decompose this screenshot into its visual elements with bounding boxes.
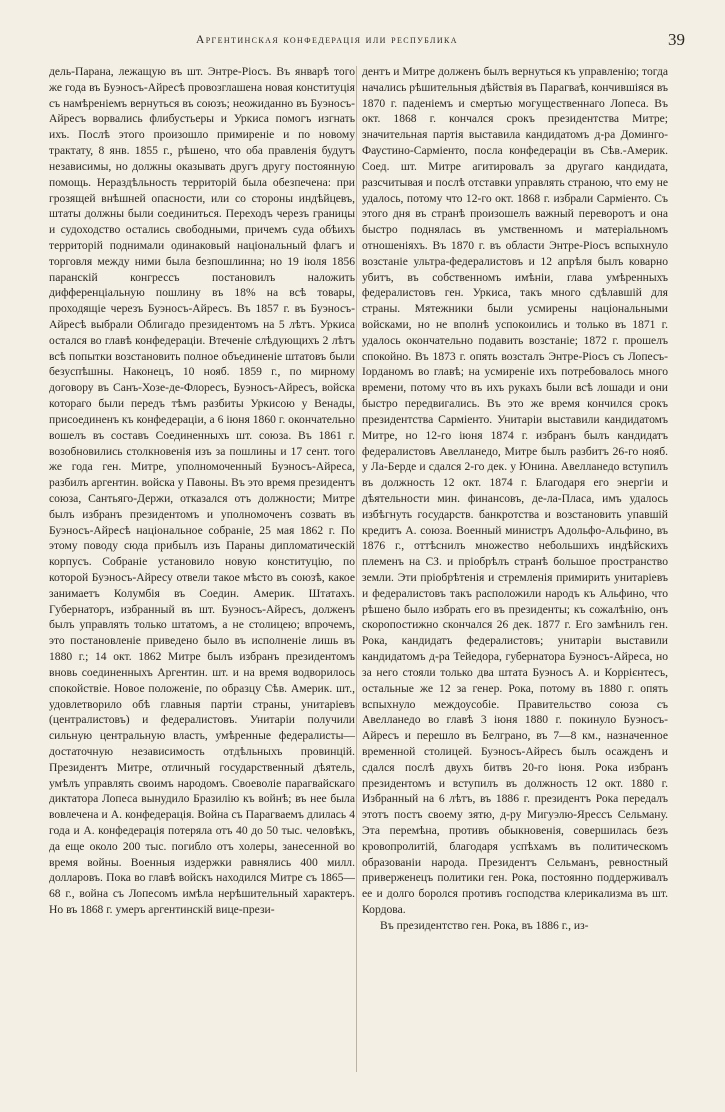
running-title: Аргентинская конфедерація или республика	[196, 34, 458, 46]
page-number: 39	[668, 30, 685, 49]
right-column-paragraph-1: дентъ и Митре долженъ былъ вернуться къ управленію; тогда начались рѣшительныя дѣйствія въ Парагваѣ, кончившіяся въ 1870 г. паденіемъ и смертью могущественнаго Лопеса. Въ окт. 1868 г. кончался срокъ президентства Митре; значительная партія выставила кандидатомъ д-ра Доминго-Фаустино-Сарміенто, посла конфедераціи въ Сѣв.-Америк. Соед. шт. Митре агитировалъ за другаго кандидата, разсчитывая и послѣ отставки управлять страною, что ему не удалось, потому что 12-го окт. 1868 г. избрали Сарміенто. Съ этого дня въ странѣ произошелъ важный переворотъ и она быстро поднялась въ умственномъ и матеріальномъ отношеніяхъ. Въ 1870 г. въ области Энтре-Ріосъ вспыхнуло возстаніе ультра-федералистовъ и 12 апрѣля былъ коварно убитъ, въ собственномъ имѣніи, глава умѣренныхъ федералистовъ ген. Уркиса, такъ много сдѣлавшій для страны. Мятежники были усмирены національными войсками, но не вполнѣ успокоились и только въ 1871 г. удалось окончательно подавить возстаніе; 1872 г. прошелъ спокойно. Въ 1873 г. опять возсталъ Энтре-Ріосъ съ Лопесъ-Іорданомъ во главѣ; на усмиреніе ихъ потребовалось много времени, потому что въ ихъ рукахъ были всѣ лошади и они быстро передвигались. Въ это же время кончился срокъ президентства Сарміенто. Унитаріи выставили кандидатомъ Митре, но 12-го іюня 1874 г. избранъ былъ кандидатъ федералистовъ Авелланедо, Митре былъ разбитъ 26-го нояб. у Ла-Берде и сдался 2-го дек. у Юнина. Авелланедо вступилъ въ должность 12 окт. 1874 г. Благодаря его энергіи и дѣятельности мин. финансовъ, де-ла-Пласа, имъ удалось избѣгнуть государств. банкротства и возстановить упавшій кредитъ А. союза. Военный министръ Адольфо-Альфино, въ 1876 г., оттѣснилъ множество небольшихъ индѣйскихъ племенъ на СЗ. и пріобрѣлъ странѣ большое пространство земли. Эти пріобрѣтенія и стремленія примирить унитаріевъ и федералистовъ такъ расположили народъ къ Альфино, что рѣшено было избрать его въ президенты; къ сожалѣнію, онъ скоропостижно скончался 26 дек. 1877 г. Его замѣнилъ ген. Рока, кандидатъ федералистовъ; унитаріи выставили кандидатомъ д-ра Тейедора, губернатора Буэносъ-Айреса, но за него стояли только два штата Буэносъ А. и Коррієнтесъ, остальные же 12 за генер. Рока, потому въ 1880 г. опять вспыхнуло междоусобіе. Правительство союза съ Авелланедо во главѣ 3 іюня 1880 г. покинуло Буэносъ-Айресъ и перешло въ Белграно, въ 7—8 км., назначенное временной столицей. Буэносъ-Айресъ былъ осажденъ и сдался послѣ двухъ битвъ 20-го іюня. Рока избранъ президентомъ и вступилъ въ должность 12 окт. 1880 г. Избранный на 6 лѣтъ, въ 1886 г. президентъ Рока передалъ этотъ постъ своему зятю, д-ру Мигуэлю-Ярессъ Сельману. Эта перемѣна, противъ обыкновенія, совершилась безъ кровопролитій, благодаря успѣхамъ въ политическомъ образованіи народа. Президентъ Сельманъ, ревностный приверженецъ политики ген. Рока, постоянно поддерживалъ ее и долго боролся противъ господства клерикализма въ шт. Кордова.	[362, 65, 669, 917]
right-column-paragraph-2: Въ президентство ген. Рока, въ 1886 г., из-	[380, 918, 589, 932]
column-divider	[356, 66, 357, 1072]
left-column	[49, 64, 355, 918]
running-head	[0, 32, 725, 54]
right-column	[362, 64, 668, 934]
left-column-text: дель-Парана, лежащую въ шт. Энтре-Ріосъ. Въ январѣ того же года въ Буэносъ-Айресѣ провозглашена новая конституція съ намѣреніемъ вернуться въ союзъ; неожиданно въ Буэносъ-Айресъ ворвались флибустьеры и Уркиса помогъ изгнать ихъ. Послѣ этого произошло примиреніе и по новому трактату, 8 янв. 1855 г., рѣшено, что оба правленія будутъ независимы, но должны оказывать другъ другу постоянную помощь. Нераздѣльность территорій была обезпечена: при грозящей внѣшней опасности, или со стороны индѣйцевъ, штаты должны были соединиться. Переходъ черезъ границы и судоходство остались свободными, причемъ суда обѣихъ территорій поднимали одинаковый національный флагъ и торговля между ними была безпошлинна; но 19 іюля 1856 паранскій конгрессъ постановилъ наложить дифференціальную пошлину въ 18% на всѣ товары, проходящіе черезъ Буэносъ-Айресъ. Въ 1857 г. въ Буэносъ-Айресѣ выбрали Облигадо президентомъ на 5 лѣтъ. Уркиса остался во главѣ конфедераціи. Втеченіе слѣдующихъ 2 лѣтъ всѣ попытки возстановить полное объединеніе штатовъ были безуспѣшны. Наконецъ, 10 нояб. 1859 г., по мирному договору въ Санъ-Хозе-де-Флоресъ, Буэносъ-Айресъ, войска котораго были передъ тѣмъ разбиты Уркисою у Венады, присоединенъ къ конфедераціи, а 6 іюня 1860 г. окончательно вошелъ въ составъ Соединенныхъ шт. союза. Въ 1861 г. возобновились столкновенія изъ за пошлины и 17 сент. того же года ген. Митре, уполномоченный Буэносъ-Айреса, разбилъ аргентин. войска у Павоны. Въ это время президентъ союза, Сантьяго-Держи, отказался отъ должности; Митре былъ избранъ президентомъ и уполномоченъ созвать въ Буэносъ-Айресѣ національное собраніе, 25 мая 1862 г. По этому поводу сюда прибылъ изъ Параны дипломатическій корпусъ. Собраніе установило новую конституцію, по которой Буэносъ-Айресу отвели такое мѣсто въ союзѣ, какое занимаетъ Колумбія въ Соедин. Америк. Штатахъ. Губернаторъ, избранный въ шт. Буэносъ-Айресъ, долженъ былъ управлять только штатомъ, а не столицею; впрочемъ, это постановленіе приведено было въ исполненіе лишь въ 1880 г.; 14 окт. 1862 Митре былъ избранъ президентомъ вновь соединенныхъ Аргентин. шт. и на время водворилось спокойствіе. Новое положеніе, по образцу Сѣв. Америк. шт., удовлетворило обѣ главныя партіи страны, унитаріевъ (централистовъ) и федералистовъ. Унитаріи получили сильную центральную власть, умѣренные федералисты—достаточную независимость отдѣльныхъ провинцій. Президентъ Митре, отличный государственный дѣятель, умѣлъ управлять своимъ народомъ. Своеволіе парагвайскаго диктатора Лопеса вынудило Бразилію къ войнѣ; въ нее была вовлечена и А. конфедерація. Война съ Парагваемъ длилась 4 года и А. конфедерація потеряла отъ 40 до 50 тыс. человѣкъ, да еще около 200 тыс. погибло отъ холеры, занесенной во время войны. Военныя издержки равнялись 400 милл. долларовъ. Пока во главѣ войскъ находился Митре съ 1865—68 г., война съ Лопесомъ имѣла нерѣшительный характеръ. Но въ 1868 г. умеръ аргентинскій вице-прези-	[49, 65, 355, 917]
